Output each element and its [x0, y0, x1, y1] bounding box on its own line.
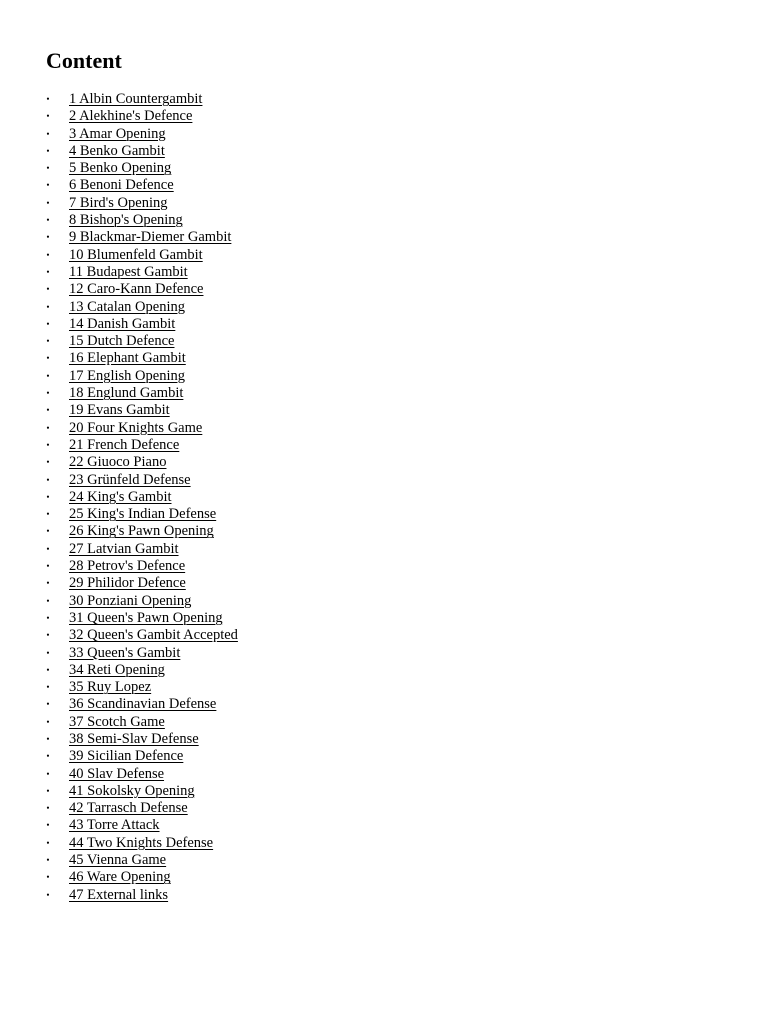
toc-link[interactable]: 22 Giuoco Piano	[69, 454, 167, 471]
bullet-icon: •	[46, 803, 50, 814]
bullet-icon: •	[46, 301, 50, 312]
toc-link[interactable]: 4 Benko Gambit	[69, 142, 165, 159]
toc-link[interactable]: 43 Torre Attack	[69, 817, 160, 834]
bullet-icon: •	[46, 128, 50, 139]
bullet-icon: •	[46, 872, 50, 883]
toc-link[interactable]: 23 Grünfeld Defense	[69, 471, 191, 488]
toc-link[interactable]: 25 King's Indian Defense	[69, 506, 217, 523]
bullet-icon: •	[46, 145, 50, 156]
bullet-icon: •	[46, 266, 50, 277]
bullet-icon: •	[46, 318, 50, 329]
bullet-icon: •	[46, 249, 50, 260]
toc-link[interactable]: 5 Benko Opening	[69, 160, 172, 177]
toc-link[interactable]: 34 Reti Opening	[69, 661, 165, 678]
bullet-icon: •	[46, 163, 50, 174]
toc-link[interactable]: 41 Sokolsky Opening	[69, 782, 195, 799]
toc-link[interactable]: 6 Benoni Defence	[69, 177, 174, 194]
bullet-icon: •	[46, 837, 50, 848]
toc-link[interactable]: 17 English Opening	[69, 367, 185, 384]
toc-link[interactable]: 20 Four Knights Game	[69, 419, 203, 436]
bullet-icon: •	[46, 509, 50, 520]
toc-link[interactable]: 39 Sicilian Defence	[69, 748, 184, 765]
toc-link[interactable]: 11 Budapest Gambit	[69, 263, 188, 280]
bullet-icon: •	[46, 353, 50, 364]
bullet-icon: •	[46, 785, 50, 796]
bullet-icon: •	[46, 232, 50, 243]
toc-link[interactable]: 33 Queen's Gambit	[69, 644, 181, 661]
bullet-icon: •	[46, 215, 50, 226]
bullet-icon: •	[46, 716, 50, 727]
bullet-icon: •	[46, 751, 50, 762]
toc-link[interactable]: 44 Two Knights Defense	[69, 834, 214, 851]
toc-link[interactable]: 1 Albin Countergambit	[69, 91, 203, 107]
bullet-icon: •	[46, 526, 50, 537]
bullet-icon: •	[46, 180, 50, 191]
bullet-icon: •	[46, 474, 50, 485]
toc-link[interactable]: 2 Alekhine's Defence	[69, 108, 193, 125]
bullet-icon: •	[46, 647, 50, 658]
toc-link[interactable]: 27 Latvian Gambit	[69, 540, 179, 557]
toc-link[interactable]: 13 Catalan Opening	[69, 298, 185, 315]
toc-link[interactable]: 28 Petrov's Defence	[69, 558, 186, 575]
toc-link[interactable]: 46 Ware Opening	[69, 869, 171, 886]
bullet-icon: •	[46, 561, 50, 572]
bullet-icon: •	[46, 491, 50, 502]
toc-link[interactable]: 31 Queen's Pawn Opening	[69, 609, 223, 626]
toc-link[interactable]: 7 Bird's Opening	[69, 194, 168, 211]
bullet-icon: •	[46, 197, 50, 208]
bullet-icon: •	[46, 889, 50, 900]
toc-link[interactable]: 19 Evans Gambit	[69, 402, 170, 419]
toc-link[interactable]: 35 Ruy Lopez	[69, 679, 152, 696]
bullet-icon: •	[46, 682, 50, 693]
bullet-icon: •	[46, 388, 50, 399]
toc-link[interactable]: 38 Semi-Slav Defense	[69, 730, 199, 747]
bullet-icon: •	[46, 699, 50, 710]
toc-link[interactable]: 14 Danish Gambit	[69, 315, 176, 332]
bullet-icon: •	[46, 94, 50, 104]
toc-link[interactable]: 42 Tarrasch Defense	[69, 800, 188, 817]
bullet-icon: •	[46, 336, 50, 347]
bullet-icon: •	[46, 664, 50, 675]
toc-link[interactable]: 36 Scandinavian Defense	[69, 696, 217, 713]
bullet-icon: •	[46, 855, 50, 866]
toc-link[interactable]: 24 King's Gambit	[69, 488, 172, 505]
toc-link[interactable]: 45 Vienna Game	[69, 852, 167, 869]
page-title: Content	[46, 48, 122, 73]
toc-link[interactable]: 15 Dutch Defence	[69, 333, 175, 350]
bullet-icon: •	[46, 405, 50, 416]
bullet-icon: •	[46, 768, 50, 779]
bullet-icon: •	[46, 439, 50, 450]
bullet-icon: •	[46, 595, 50, 606]
bullet-icon: •	[46, 612, 50, 623]
toc-link[interactable]: 12 Caro-Kann Defence	[69, 281, 204, 298]
bullet-icon: •	[46, 578, 50, 589]
toc-link[interactable]: 29 Philidor Defence	[69, 575, 186, 592]
toc-link[interactable]: 9 Blackmar-Diemer Gambit	[69, 229, 232, 246]
toc-link[interactable]: 18 Englund Gambit	[69, 385, 184, 402]
toc-link[interactable]: 30 Ponziani Opening	[69, 592, 192, 609]
bullet-icon: •	[46, 111, 50, 122]
toc-link[interactable]: 3 Amar Opening	[69, 125, 166, 142]
toc-link[interactable]: 37 Scotch Game	[69, 713, 165, 730]
toc-link[interactable]: 21 French Defence	[69, 436, 180, 453]
toc-link[interactable]: 47 External links	[69, 886, 169, 903]
bullet-icon: •	[46, 457, 50, 468]
toc-link[interactable]: 8 Bishop's Opening	[69, 212, 183, 229]
bullet-icon: •	[46, 422, 50, 433]
toc-link[interactable]: 40 Slav Defense	[69, 765, 165, 782]
bullet-icon: •	[46, 543, 50, 554]
toc-link[interactable]: 32 Queen's Gambit Accepted	[69, 627, 238, 644]
bullet-icon: •	[46, 370, 50, 381]
bullet-icon: •	[46, 630, 50, 641]
toc-link[interactable]: 26 King's Pawn Opening	[69, 523, 214, 540]
toc-link[interactable]: 10 Blumenfeld Gambit	[69, 246, 203, 263]
bullet-icon: •	[46, 820, 50, 831]
bullet-icon: •	[46, 733, 50, 744]
toc-link[interactable]: 16 Elephant Gambit	[69, 350, 186, 367]
bullet-icon: •	[46, 284, 50, 295]
